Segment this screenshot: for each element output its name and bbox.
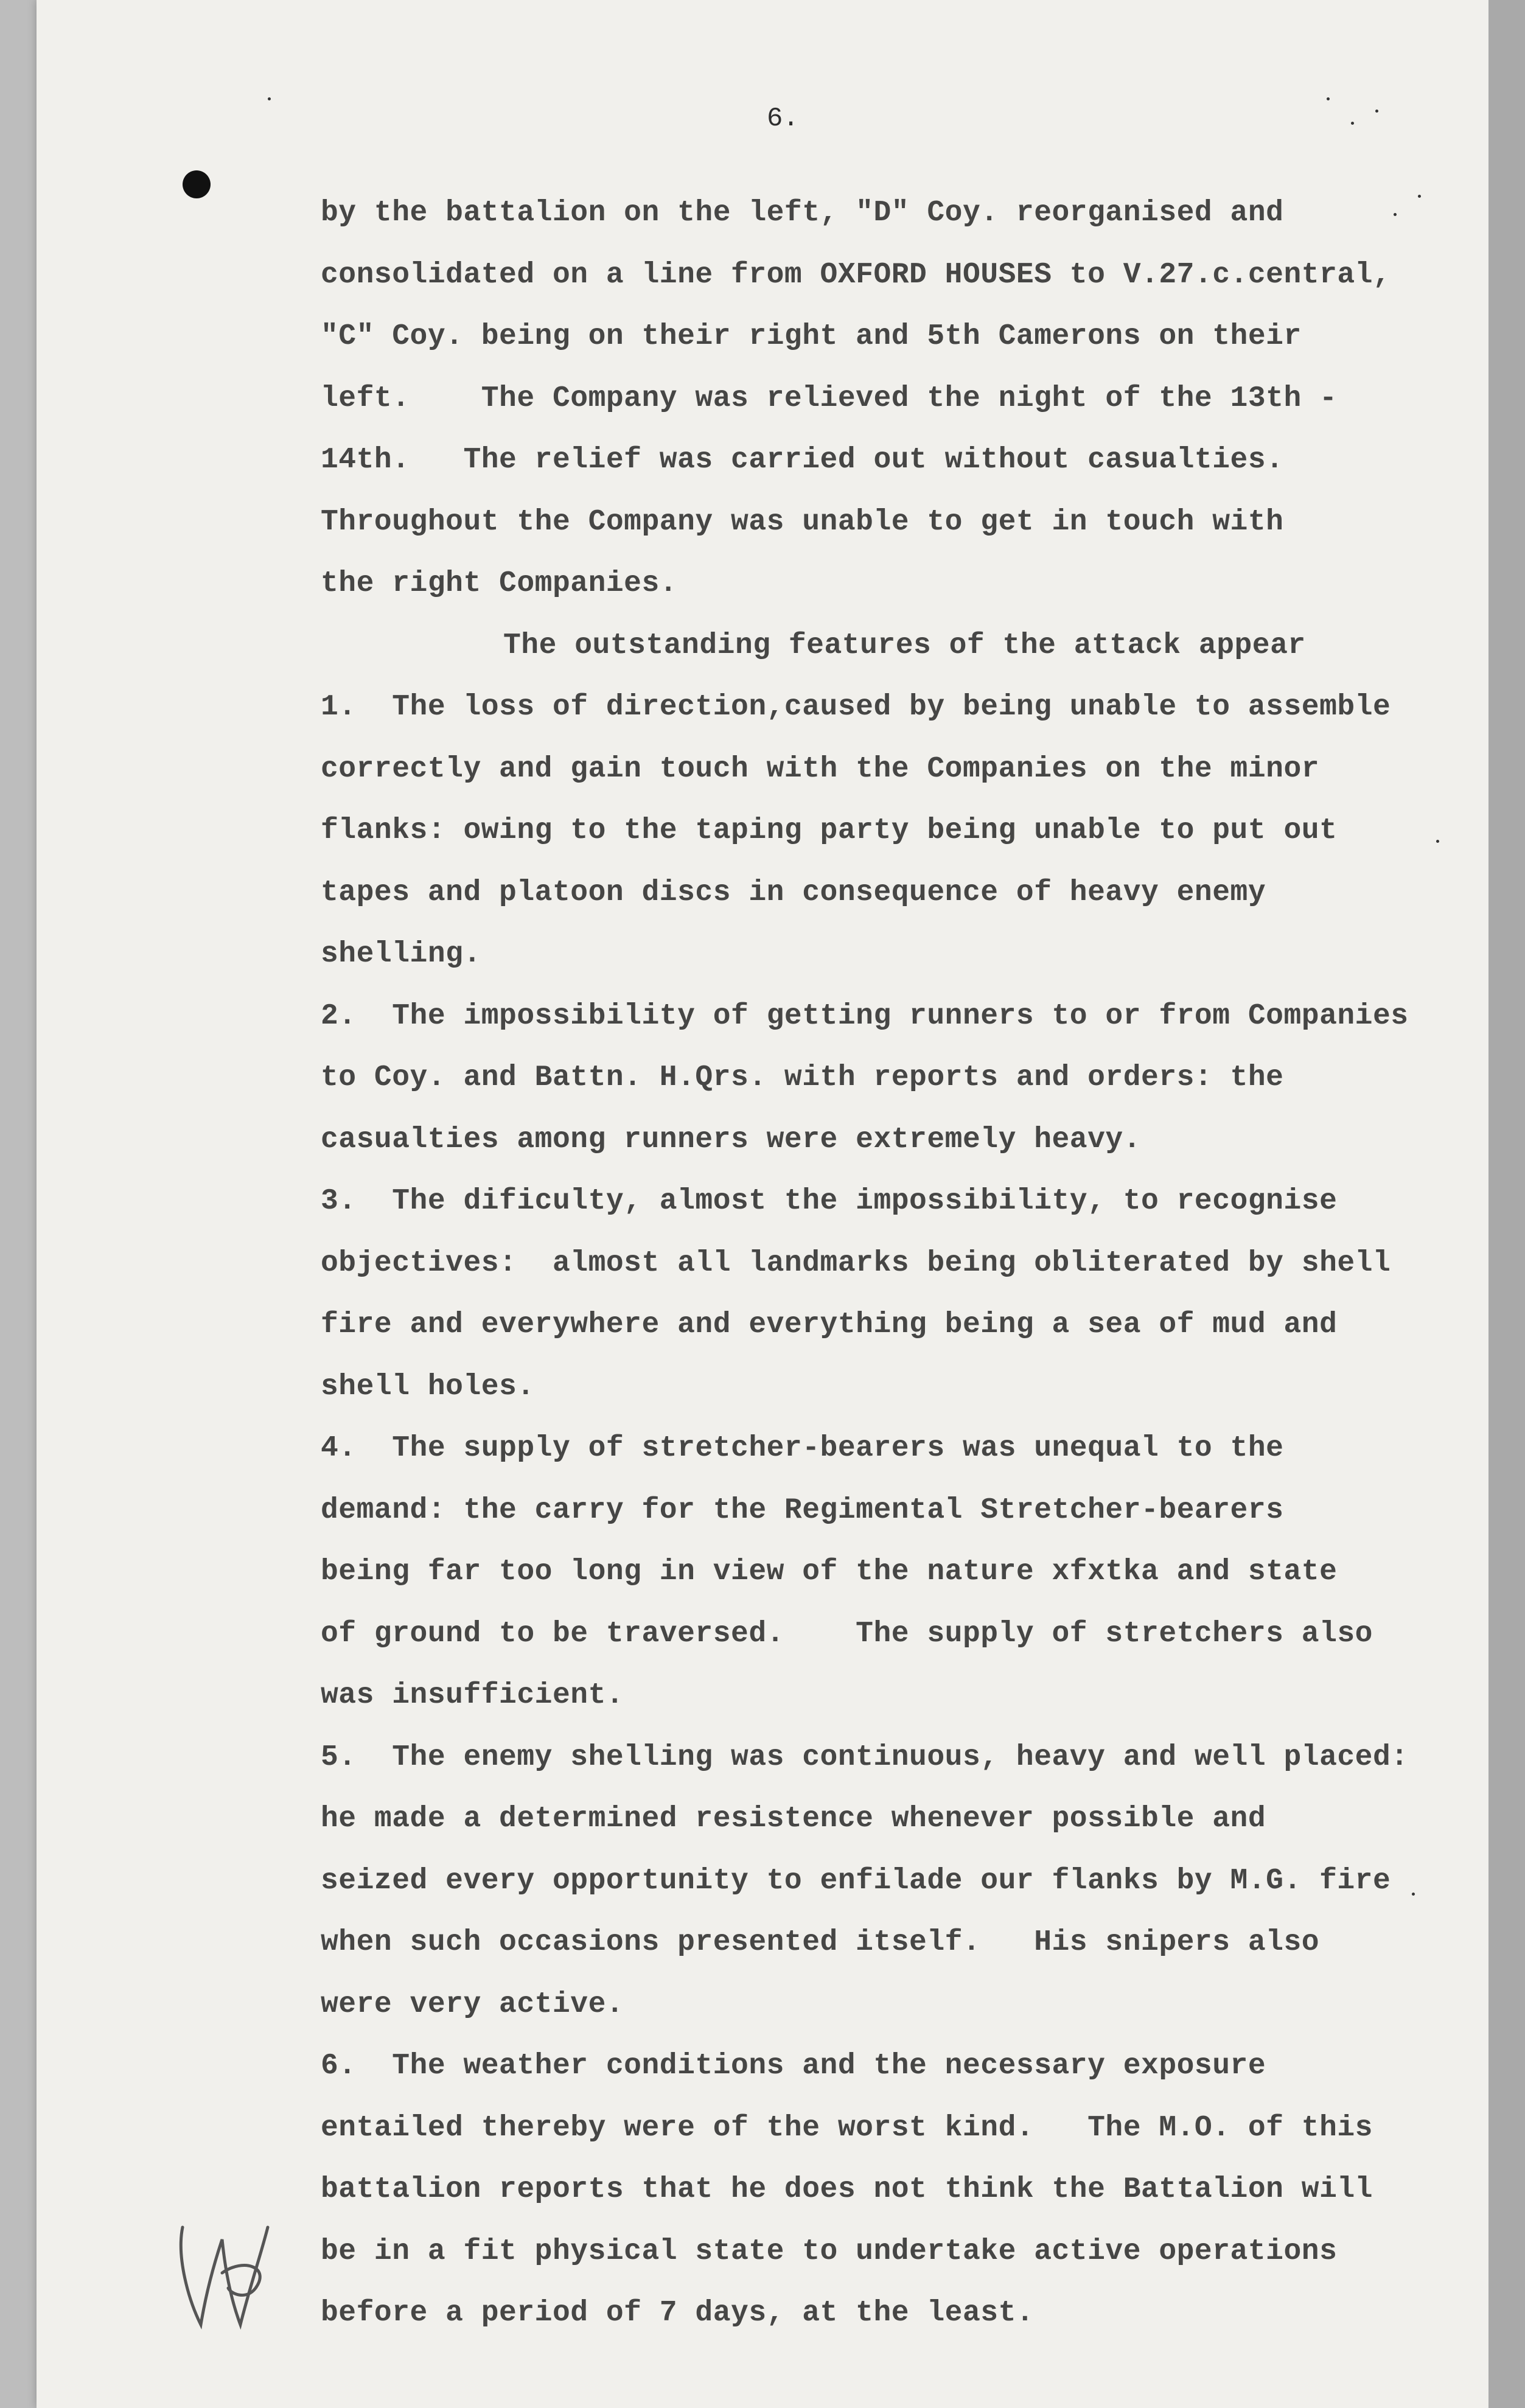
text-line: objectives: almost all landmarks being obliterated by shell — [321, 1246, 1391, 1280]
list-item-2: 2. The impossibility of getting runners to or from Companies — [321, 999, 1409, 1033]
text-line: be in a fit physical state to undertake active operations — [321, 2235, 1338, 2268]
punch-hole — [183, 170, 211, 198]
text-line: when such occasions presented itself. His snipers also — [321, 1926, 1320, 1959]
text-line: seized every opportunity to enfilade our flanks by M.G. fire — [321, 1864, 1391, 1897]
text-line: being far too long in view of the nature xfxtka and state — [321, 1555, 1338, 1588]
ink-speck — [1351, 122, 1354, 125]
text-line: shell holes. — [321, 1370, 535, 1403]
text-line: was insufficient. — [321, 1679, 624, 1712]
text-line: to Coy. and Battn. H.Qrs. with reports and orders: the — [321, 1061, 1284, 1094]
ink-speck — [268, 97, 271, 100]
text-line: were very active. — [321, 1987, 624, 2021]
text-line: Throughout the Company was unable to get in touch with — [321, 505, 1284, 539]
text-line: battalion reports that he does not think the Battalion will — [321, 2173, 1373, 2206]
text-line: consolidated on a line from OXFORD HOUSES to V.27.c.central, — [321, 258, 1391, 291]
text-line: 14th. The relief was carried out without casualties. — [321, 444, 1284, 476]
text-line: by the battalion on the left, "D" Coy. reorganised and — [321, 197, 1284, 229]
text-line: casualties among runners were extremely heavy. — [321, 1123, 1142, 1156]
text-line: fire and everywhere and everything being a sea of mud and — [321, 1308, 1338, 1341]
text-line: correctly and gain touch with the Companies on the minor — [321, 752, 1320, 786]
list-item-5: 5. The enemy shelling was continuous, heavy and well placed: — [321, 1740, 1409, 1774]
text-line: the right Companies. — [321, 567, 678, 600]
text-line: "C" Coy. being on their right and 5th Camerons on their — [321, 320, 1302, 353]
text-line: before a period of 7 days, at the least. — [321, 2297, 1035, 2329]
text-line: he made a determined resistence whenever possible and — [321, 1803, 1266, 1835]
ink-speck — [1327, 97, 1330, 100]
typed-text-body — [321, 183, 1453, 2345]
list-item-3: 3. The dificulty, almost the impossibility, to recognise — [321, 1185, 1338, 1218]
text-line: tapes and platoon discs in consequence of heavy enemy — [321, 876, 1266, 909]
text-line: of ground to be traversed. The supply of stretchers also — [321, 1617, 1373, 1650]
page-edge-shadow — [1488, 0, 1525, 2408]
text-line: The outstanding features of the attack appear — [503, 629, 1306, 662]
handwritten-initials-signature — [164, 2215, 286, 2337]
text-line: entailed thereby were of the worst kind. The M.O. of this — [321, 2111, 1373, 2145]
list-item-6: 6. The weather conditions and the necessary exposure — [321, 2050, 1266, 2082]
text-line: shelling. — [321, 938, 481, 971]
text-line: demand: the carry for the Regimental Stretcher-bearers — [321, 1493, 1284, 1527]
list-item-1: 1. The loss of direction,caused by being unable to assemble — [321, 691, 1391, 724]
text-line: flanks: owing to the taping party being unable to put out — [321, 814, 1338, 847]
page-number: 6. — [767, 103, 799, 134]
ink-speck — [1375, 110, 1378, 113]
list-item-4: 4. The supply of stretcher-bearers was unequal to the — [321, 1432, 1284, 1465]
text-line: left. The Company was relieved the night of the 13th - — [321, 382, 1338, 415]
